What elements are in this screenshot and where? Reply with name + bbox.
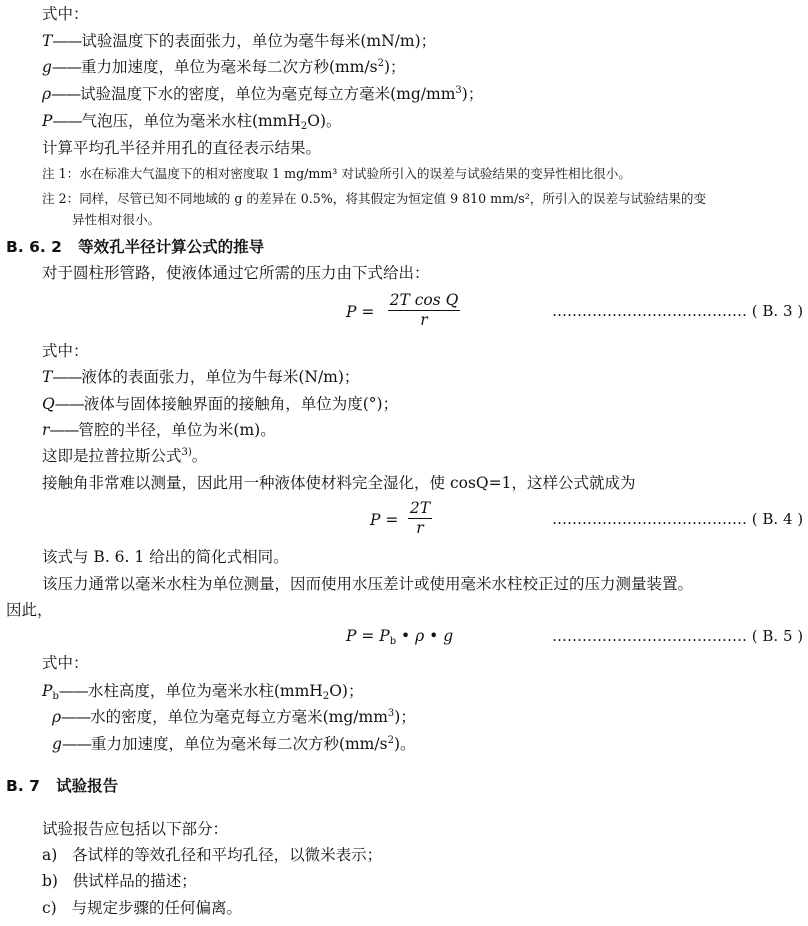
symbol-T: T [42,32,53,50]
note-1: 注 1：水在标准大气温度下的相对密度取 1 mg/mm³ 对试验所引入的误差与试验结果的变异性相比很小。 [42,166,631,181]
definition-T [42,31,436,51]
definition-Q: Q——液体与固体接触界面的接触角，单位为度(°)； [42,395,399,413]
where-label: 式中： [42,5,89,23]
list-item [42,871,197,891]
same-as-line: 该式与 B. 6. 1 给出的简化式相同。 [42,548,289,566]
measure-line-1: 该压力通常以毫米水柱为单位测量，因而使用水压差计或使用毫米水柱校正过的压力测量装置。 [42,575,694,593]
definition-Pb: $P_b——$水柱高度，单位为毫米水柱(mmH$_2$O)； [42,682,364,702]
section-title: 试验报告 [56,777,119,795]
list-item-text: 各试样的等效孔径和平均孔径，以微米表示； [72,846,383,864]
symbol-rho: ρ [42,85,52,103]
note-2-line-2: 异性相对很小。 [72,212,161,227]
section-number: B. 6. 2 [6,238,62,256]
symbol-g: g [42,58,52,76]
equation-number: ( B. 4 ) [751,510,804,528]
eq-b3-lhs: P = [346,303,375,321]
definition-rho-b62: ρ——水的密度，单位为毫克每立方毫米$(mg/mm^3)$； [52,708,416,726]
b62-intro: 对于圆柱形管路，使液体通过它所需的压力由下式给出： [42,264,430,282]
laplace-line: 这即是拉普拉斯公式$^{3)}$。 [42,447,208,465]
symbol-P: P [42,112,53,130]
b62-where: 式中： [42,342,89,360]
definition-rho: ρ——试验温度下水的密度，单位为毫克每立方毫米$(mg/mm^3)$； [42,85,484,103]
list-item-text: 与规定步骤的任何偏离。 [71,899,243,917]
eq-b4-fraction [408,500,432,537]
leader-dots: ………………………………… [552,302,747,320]
section-heading-b62 [6,237,264,257]
list-marker: b) [42,872,58,890]
eq-b5-label [552,626,803,646]
list-item [42,898,242,918]
list-marker: c) [42,899,57,917]
definition-P: P——气泡压，单位为毫米水柱(mmH$_2$O)。 [42,112,342,132]
list-item-text: 供试样品的描述； [72,872,197,890]
list-marker: a) [42,846,58,864]
definition-T-b62: T——液体的表面张力，单位为牛每米(N/m)； [42,368,360,386]
section-title: 等效孔半径计算公式的推导 [78,238,265,256]
b62-where-2: 式中： [42,654,89,672]
equation-number: ( B. 3 ) [751,302,804,320]
list-item [42,845,382,865]
note-2-line-1: 注 2：同样，尽管已知不同地域的 g 的差异在 0.5%，将其假定为恒定值 9 810 mm/s²，所引入的误差与试验结果的变 [42,191,707,206]
eq-b4-label [552,509,803,529]
definition-text: 试验温度下的表面张力，单位为毫牛每米(mN/m)； [81,32,437,50]
eq-b3-label [552,301,803,321]
measure-line-2: 因此， [6,601,53,619]
conclusion-text: 计算平均孔半径并用孔的直径表示结果。 [42,139,322,157]
section-number: B. 7 [6,777,40,795]
equation-number: ( B. 5 ) [751,627,804,645]
definition-r: r——管腔的半径，单位为米(m)。 [42,421,276,439]
contact-formula: cosQ=1 [449,474,512,492]
eq-b3-denominator: r [420,311,428,329]
section-heading-b7 [6,776,118,796]
leader-dots: ………………………………… [552,627,747,645]
leader-dots: ………………………………… [552,510,747,528]
eq-b3-fraction [388,292,460,329]
eq-b4-lhs: P = [370,511,399,529]
eq-b5: $P = P_b$ • ρ • g [346,627,454,647]
eq-b3-numerator: 2T cos Q [389,291,459,309]
contact-angle-line: 接触角非常难以测量，因此用一种液体使材料完全湿化，使 cosQ=1，这样公式就成为 [42,474,636,492]
definition-dash: —— [52,32,82,50]
definition-g: g——重力加速度，单位为毫米每二次方秒$(mm/s^2)$； [42,58,406,76]
eq-b4-denominator: r [416,519,424,537]
eq-b4-numerator: 2T [409,499,431,517]
definition-g-b62: g——重力加速度，单位为毫米每二次方秒$(mm/s^2)$。 [52,735,416,753]
b7-intro: 试验报告应包括以下部分： [42,820,229,838]
